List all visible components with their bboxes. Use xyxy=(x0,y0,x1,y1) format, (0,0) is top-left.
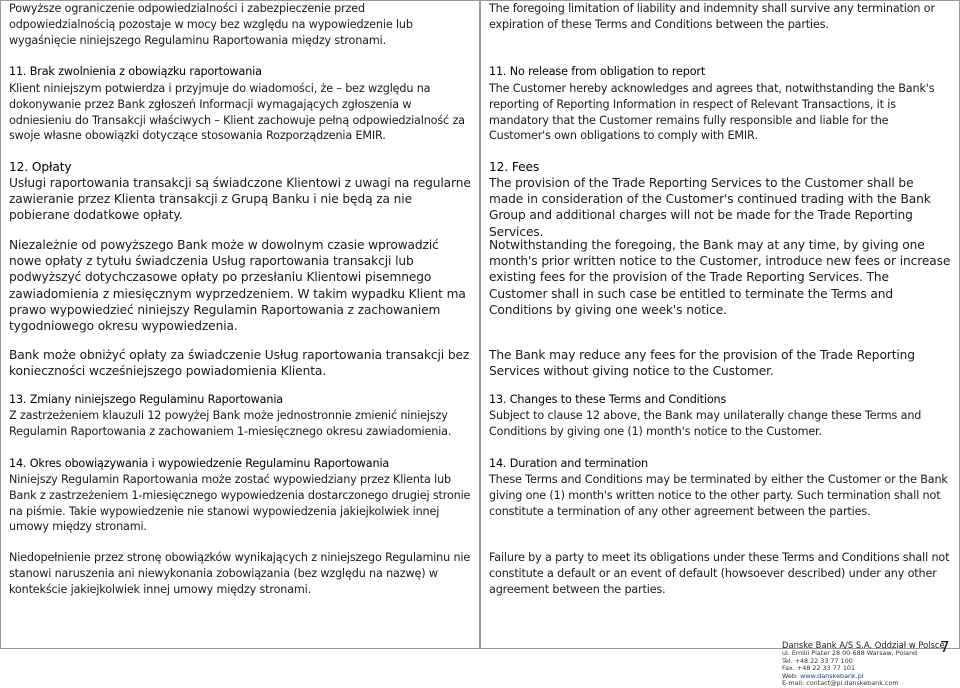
company-fax: Fax. +48 22 33 77 101 xyxy=(782,664,856,673)
section-14-body: These Terms and Conditions may be terminated by either the Customer or the Bank giving one (1) month's written notice to the other party. Such termination shall not constitute a termination of any other agreement between the parties. xyxy=(489,473,948,518)
section-13-body: Subject to clause 12 above, the Bank may unilaterally change these Terms and Conditions by giving one (1) month's notice to the Customer. xyxy=(489,409,922,438)
company-address: ul. Emilii Plater 28 00-688 Warsaw, Poland xyxy=(782,649,918,657)
section-12-heading: 12. Fees xyxy=(489,160,540,174)
email-label: E-mail: xyxy=(782,679,805,688)
section-13-body: Z zastrzeżeniem klauzuli 12 powyżej Bank może jednostronnie zmienić niniejszy Regulamin Raportowania z zachowaniem 1-miesięcznego okresu zawiadomienia. xyxy=(9,409,452,438)
section-13-heading: 13. Changes to these Terms and Conditions xyxy=(489,393,727,406)
company-info xyxy=(782,641,945,688)
polish-column xyxy=(0,0,480,649)
section-14-paragraph-2: Niedopełnienie przez stronę obowiązków wynikających z niniejszego Regulaminu nie stanowi naruszenia ani niewykonania zobowiązania (bez względu na nazwę) w kontekście jakiejkolwiek innej umowy między stronami. xyxy=(9,551,471,596)
section-14-paragraph-2: Failure by a party to meet its obligations under these Terms and Conditions shall not constitute a default or an event of default (howsoever described) under any other agreement between the parties. xyxy=(489,551,950,596)
section-12-paragraph-3: Bank może obniżyć opłaty za świadczenie Usług raportowania transakcji bez konieczności wcześniejszego powiadomienia Klienta. xyxy=(9,348,470,379)
section-12-body: Usługi raportowania transakcji są świadczone Klientowi z uwagi na regularne zawieranie przez Klienta transakcji z Grupą Banku i nie będą za nie pobierane dodatkowe opłaty. xyxy=(9,176,471,223)
section-12-heading: 12. Opłaty xyxy=(9,160,72,174)
section-13-heading: 13. Zmiany niniejszego Regulaminu Raportowania xyxy=(9,393,283,406)
section-11-body: Klient niniejszym potwierdza i przyjmuje do wiadomości, że – bez względu na dokonywanie przez Bank zgłoszeń Informacji wymagających zgłoszenia w odniesieniu do Transakcji właściwych – Klient zachowuje pełną odpowiedzialność za swoje własne obowiązki dotyczące stosowania Rozporządzenia EMIR. xyxy=(9,82,465,143)
section-12-body: The provision of the Trade Reporting Services to the Customer shall be made in consideration of the Customer's continued trading with the Bank Group and additional charges will not be made for the Trade Reporting Services. xyxy=(489,176,931,239)
company-email-row xyxy=(782,680,945,688)
section-12-paragraph-3: The Bank may reduce any fees for the provision of the Trade Reporting Services without giving notice to the Customer. xyxy=(489,348,915,379)
section-12-paragraph-2: Niezależnie od powyższego Bank może w dowolnym czasie wprowadzić nowe opłaty z tytułu świadczenia Usług raportowania transakcji lub podwyższyć dotychczasowe opłaty po przesłaniu Klientowi pisemnego zawiadomienia z miesięcznym wyprzedzeniem. W takim wypadku Klient ma prawo wypowiedzieć niniejszy Regulamin Raportowania z zachowaniem tygodniowego okresu wypowiedzenia. xyxy=(9,238,466,334)
section-14-body: Niniejszy Regulamin Raportowania może zostać wypowiedziany przez Klienta lub Bank z zastrzeżeniem 1-miesięcznego wypowiedzenia dostarczonego drugiej stronie na piśmie. Takie wypowiedzenie nie stanowi wypowiedzenia jakiejkolwiek innej umowy między stronami. xyxy=(9,473,471,534)
section-11-body: The Customer hereby acknowledges and agrees that, notwithstanding the Bank's reporting of Reporting Information in respect of Relevant Transactions, it is mandatory that the Customer remains fully responsible and liable for the Customer's own obligations to comply with EMIR. xyxy=(489,82,935,143)
english-column xyxy=(480,0,960,649)
section-14-heading: 14. Duration and termination xyxy=(489,457,648,470)
web-link[interactable]: www.danskebank.pl xyxy=(800,671,864,680)
intro-paragraph: The foregoing limitation of liability and indemnity shall survive any termination or expiration of these Terms and Conditions between the parties. xyxy=(489,2,935,31)
page-number: 7 xyxy=(940,638,950,656)
email-address[interactable]: contact@pl.danskebank.com xyxy=(806,679,899,688)
section-11-heading: 11. No release from obligation to report xyxy=(489,65,706,78)
intro-paragraph: Powyższe ograniczenie odpowiedzialności i zabezpieczenie przed odpowiedzialnością pozostaje w mocy bez względu na wypowiedzenie lub wygaśnięcie niniejszego Regulaminu Raportowania między stronami. xyxy=(9,2,413,47)
section-11-heading: 11. Brak zwolnienia z obowiązku raportowania xyxy=(9,65,262,78)
company-phone: Tel. +48 22 33 77 100 xyxy=(782,656,853,665)
web-label: Web: xyxy=(782,671,799,680)
section-14-heading: 14. Okres obowiązywania i wypowiedzenie Regulaminu Raportowania xyxy=(9,457,390,470)
company-name: Danske Bank A/S S.A. Oddział w Polsce xyxy=(782,640,945,650)
section-12-paragraph-2: Notwithstanding the foregoing, the Bank may at any time, by giving one month's prior written notice to the Customer, introduce new fees or increase existing fees for the provision of the Trade Reporting Services. The Customer shall in such case be entitled to terminate the Terms and Conditions by giving one week's notice. xyxy=(489,238,951,317)
